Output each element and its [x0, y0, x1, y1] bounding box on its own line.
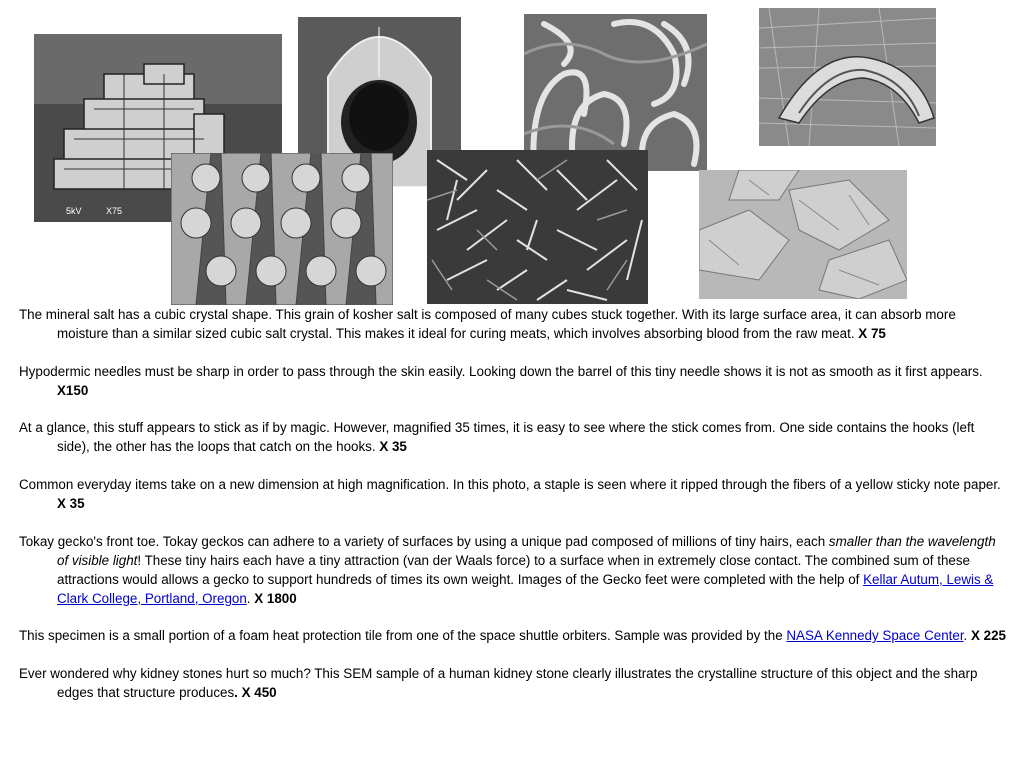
- captions: [19, 306, 1009, 722]
- caption-salt: The mineral salt has a cubic crystal shape. This grain of kosher salt is composed of many cubes stuck together. With its large surface area, it can absorb more moisture than a similar sized cubic salt crystal. This makes it ideal for curing meats, which involves absorbing blood from the raw meat. X 75: [19, 307, 956, 341]
- caption-needle: Hypodermic needles must be sharp in order to pass through the skin easily. Looking down the barrel of this tiny needle shows it is not as smooth as it first appears. X150: [19, 363, 983, 398]
- foam-tile-photo: [427, 150, 648, 304]
- mag-salt: X 75: [858, 325, 886, 341]
- salt-kv-label: 5kV: [66, 206, 82, 216]
- mag-gecko: X 1800: [254, 590, 297, 606]
- caption-kidney: Ever wondered why kidney stones hurt so much? This SEM sample of a human kidney stone clearly illustrates the crystalline structure of this object and the sharp edges that structure produces. X 450: [19, 666, 978, 701]
- caption-tile: This specimen is a small portion of a foam heat protection tile from one of the space shuttle orbiters. Sample was provided by the NASA Kennedy Space Center. X 225: [19, 628, 1006, 644]
- staple-photo: [759, 8, 936, 146]
- mag-kidney: . X 450: [234, 685, 277, 701]
- salt-mag-label: X75: [106, 206, 123, 216]
- link-kellar-autum[interactable]: Kellar Autum, Lewis & Clark College, Portland, Oregon: [57, 571, 994, 606]
- mag-staple: X 35: [57, 496, 85, 512]
- velcro-photo: [524, 14, 707, 171]
- caption-staple: Common everyday items take on a new dimension at high magnification. In this photo, a staple is seen where it ripped through the fibers of a yellow sticky note paper. X 35: [19, 477, 1001, 512]
- gecko-toe-photo: [171, 153, 393, 305]
- mag-needle: X150: [57, 382, 89, 398]
- caption-gecko: Tokay gecko's front toe. Tokay geckos can adhere to a variety of surfaces by using a unique pad composed of millions of tiny hairs, each smaller than the wavelength of visible light! These tiny hairs each have a tiny attraction (van der Waals force) to a surface when in extremely close contact. The combined sum of these attractions would allows a gecko to support hundreds of times its own weight. Images of the Gecko feet were completed with the help of Kellar Autum, Lewis & Clark College, Portland, Oregon. X 1800: [19, 533, 996, 606]
- mag-tile: X 225: [971, 628, 1006, 644]
- kidney-stone-photo: [699, 170, 907, 299]
- mag-velcro: X 35: [379, 439, 407, 455]
- link-nasa-kennedy[interactable]: NASA Kennedy Space Center: [786, 628, 964, 644]
- caption-velcro: At a glance, this stuff appears to stick as if by magic. However, magnified 35 times, it is easy to see where the stick comes from. One side contains the hooks (left side), the other has the loops that catch on the hooks. X 35: [19, 420, 975, 455]
